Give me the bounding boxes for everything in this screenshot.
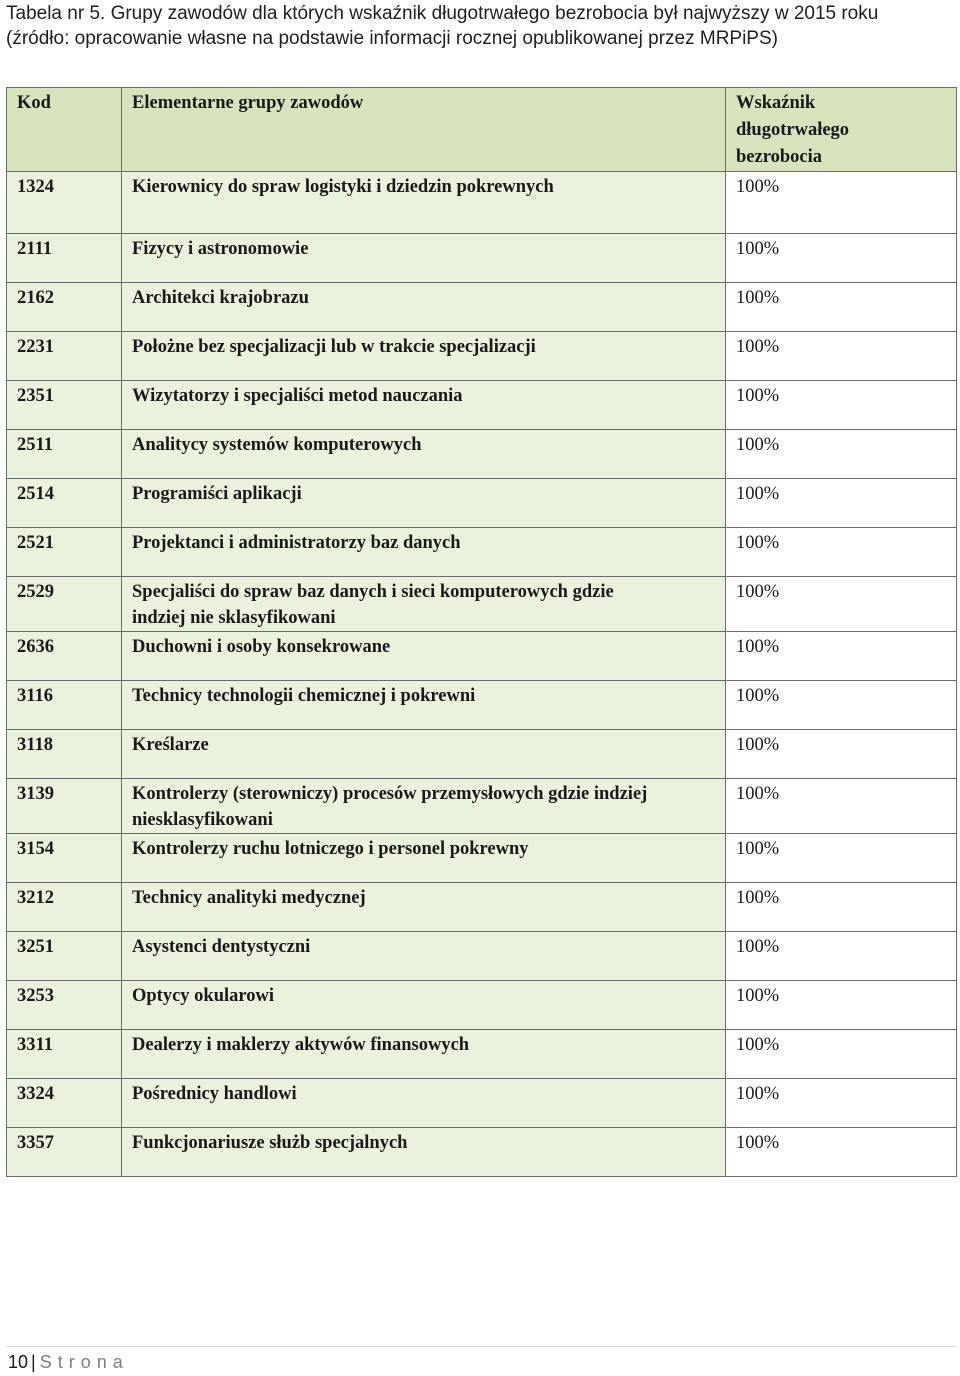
cell-name [122,577,726,632]
page-footer [8,1349,129,1375]
cell-value: 100% [726,172,957,234]
cell-value: 100% [726,1030,957,1079]
cell-code: 2231 [7,332,122,381]
cell-name: Architekci krajobrazu [122,283,726,332]
header-value-line-1: Wskaźnik [736,93,816,113]
cell-name: Fizycy i astronomowie [122,234,726,283]
cell-code: 3357 [7,1128,122,1177]
cell-code: 2514 [7,479,122,528]
cell-name-line-1: Specjaliści do spraw baz danych i sieci komputerowych gdzie [132,582,614,602]
cell-name: Funkcjonariusze służb specjalnych [122,1128,726,1177]
table-row [7,981,957,1030]
cell-name: Położne bez specjalizacji lub w trakcie specjalizacji [122,332,726,381]
table-row [7,528,957,577]
cell-code: 1324 [7,172,122,234]
cell-code: 3118 [7,730,122,779]
table-row [7,479,957,528]
cell-value: 100% [726,1128,957,1177]
table-caption [6,1,956,51]
cell-value: 100% [726,779,957,834]
cell-value: 100% [726,632,957,681]
table-row [7,283,957,332]
table-row [7,779,957,834]
cell-name: Analitycy systemów komputerowych [122,430,726,479]
cell-code: 2351 [7,381,122,430]
cell-code: 2511 [7,430,122,479]
cell-code: 3154 [7,834,122,883]
cell-name: Pośrednicy handlowi [122,1079,726,1128]
cell-value: 100% [726,381,957,430]
cell-code: 2521 [7,528,122,577]
caption-line-1: Tabela nr 5. Grupy zawodów dla których wskaźnik długotrwałego bezrobocia był najwyższy w 2015 roku [6,3,879,24]
table-row [7,172,957,234]
cell-code: 3139 [7,779,122,834]
table-row [7,332,957,381]
cell-value: 100% [726,479,957,528]
cell-value: 100% [726,981,957,1030]
page-number: 10 [8,1352,29,1372]
table-row [7,730,957,779]
cell-code: 3116 [7,681,122,730]
cell-code: 3253 [7,981,122,1030]
cell-name: Technicy technologii chemicznej i pokrewni [122,681,726,730]
header-code: Kod [7,88,122,172]
cell-name: Wizytatorzy i specjaliści metod nauczania [122,381,726,430]
table-row [7,1128,957,1177]
header-value-line-3: bezrobocia [736,147,822,167]
cell-name: Asystenci dentystyczni [122,932,726,981]
cell-value: 100% [726,883,957,932]
cell-name: Technicy analityki medycznej [122,883,726,932]
cell-value: 100% [726,528,957,577]
table-header-row [7,88,957,172]
cell-name: Duchowni i osoby konsekrowane [122,632,726,681]
cell-name: Kontrolerzy ruchu lotniczego i personel pokrewny [122,834,726,883]
header-value [726,88,957,172]
unemployment-table [6,87,957,1177]
table-row [7,381,957,430]
header-name: Elementarne grupy zawodów [122,88,726,172]
cell-code: 3212 [7,883,122,932]
cell-value: 100% [726,681,957,730]
footer-label: Strona [39,1352,129,1372]
cell-code: 3251 [7,932,122,981]
footer-separator: | [31,1352,36,1372]
cell-code: 3324 [7,1079,122,1128]
table-row [7,632,957,681]
cell-value: 100% [726,430,957,479]
table-row [7,1030,957,1079]
cell-value: 100% [726,577,957,632]
header-value-line-2: długotrwałego [736,120,850,140]
table-row [7,932,957,981]
table-row [7,834,957,883]
cell-name: Programiści aplikacji [122,479,726,528]
caption-line-2: (źródło: opracowanie własne na podstawie informacji rocznej opublikowanej przez MRPiPS) [6,28,778,49]
cell-value: 100% [726,1079,957,1128]
cell-name [122,779,726,834]
cell-name-line-2: indziej nie sklasyfikowani [132,608,336,628]
table-row [7,577,957,632]
cell-name: Optycy okularowi [122,981,726,1030]
cell-name: Projektanci i administratorzy baz danych [122,528,726,577]
cell-value: 100% [726,283,957,332]
table-row [7,681,957,730]
cell-name: Kreślarze [122,730,726,779]
cell-value: 100% [726,332,957,381]
cell-name: Kierownicy do spraw logistyki i dziedzin pokrewnych [122,172,726,234]
cell-name-line-1: Kontrolerzy (sterowniczy) procesów przemysłowych gdzie indziej [132,784,648,804]
cell-code: 2111 [7,234,122,283]
table-row [7,883,957,932]
cell-name: Dealerzy i maklerzy aktywów finansowych [122,1030,726,1079]
table-row [7,234,957,283]
cell-code: 2529 [7,577,122,632]
cell-code: 2636 [7,632,122,681]
cell-code: 2162 [7,283,122,332]
cell-value: 100% [726,834,957,883]
cell-name-line-2: niesklasyfikowani [132,810,273,830]
footer-divider [6,1346,956,1347]
cell-value: 100% [726,730,957,779]
table-row [7,430,957,479]
table-row [7,1079,957,1128]
cell-code: 3311 [7,1030,122,1079]
cell-value: 100% [726,932,957,981]
cell-value: 100% [726,234,957,283]
